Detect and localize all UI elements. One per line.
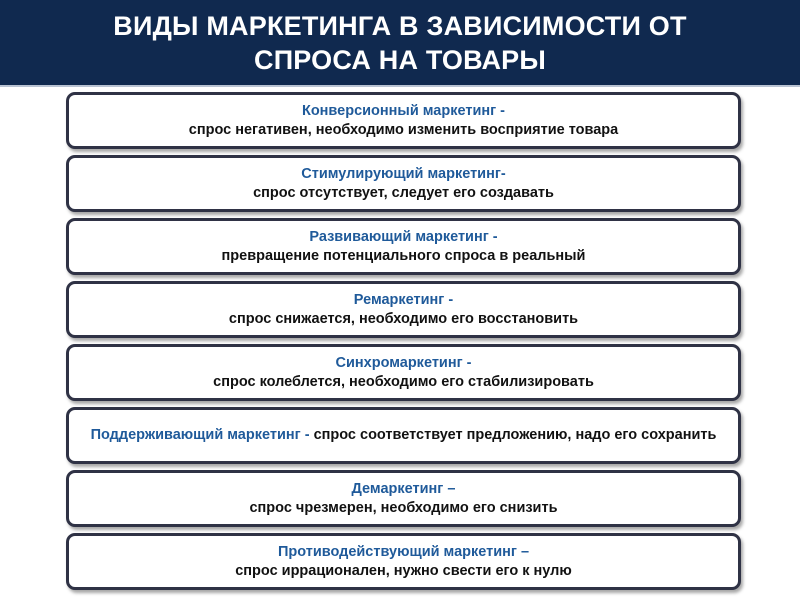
marketing-type-description: спрос чрезмерен, необходимо его снизить bbox=[249, 499, 558, 516]
marketing-type-term: Противодействующий маркетинг – bbox=[277, 543, 530, 560]
marketing-type-card bbox=[66, 218, 741, 275]
marketing-type-term: Ремаркетинг - bbox=[353, 291, 454, 308]
marketing-type-description: спрос отсутствует, следует его создавать bbox=[253, 184, 554, 201]
marketing-type-term: Конверсионный маркетинг - bbox=[301, 102, 506, 119]
marketing-type-term: Демаркетинг – bbox=[351, 480, 456, 497]
title-banner bbox=[0, 0, 800, 87]
marketing-type-description: спрос колеблется, необходимо его стабилизировать bbox=[213, 373, 594, 390]
marketing-type-card bbox=[66, 407, 741, 464]
marketing-type-card bbox=[66, 155, 741, 212]
marketing-type-term: Развивающий маркетинг - bbox=[309, 228, 498, 245]
marketing-type-term: Синхромаркетинг - bbox=[335, 354, 472, 371]
marketing-type-description: превращение потенциального спроса в реальный bbox=[221, 247, 586, 264]
marketing-type-card bbox=[66, 533, 741, 590]
marketing-types-list bbox=[66, 92, 741, 596]
marketing-type-card bbox=[66, 92, 741, 149]
marketing-type-term: Поддерживающий маркетинг - bbox=[90, 427, 310, 443]
marketing-type-card bbox=[66, 470, 741, 527]
marketing-type-description: спрос соответствует предложению, надо его сохранить bbox=[313, 427, 717, 443]
marketing-type-description: спрос негативен, необходимо изменить восприятие товара bbox=[188, 121, 619, 138]
marketing-type-card bbox=[66, 281, 741, 338]
marketing-type-description: спрос иррационален, нужно свести его к нулю bbox=[235, 562, 572, 579]
marketing-type-term: Стимулирующий маркетинг- bbox=[301, 165, 506, 182]
marketing-type-card bbox=[66, 344, 741, 401]
page-title: ВИДЫ МАРКЕТИНГА В ЗАВИСИМОСТИ ОТ СПРОСА НА ТОВАРЫ bbox=[113, 10, 687, 75]
marketing-type-description: спрос снижается, необходимо его восстановить bbox=[228, 310, 579, 327]
